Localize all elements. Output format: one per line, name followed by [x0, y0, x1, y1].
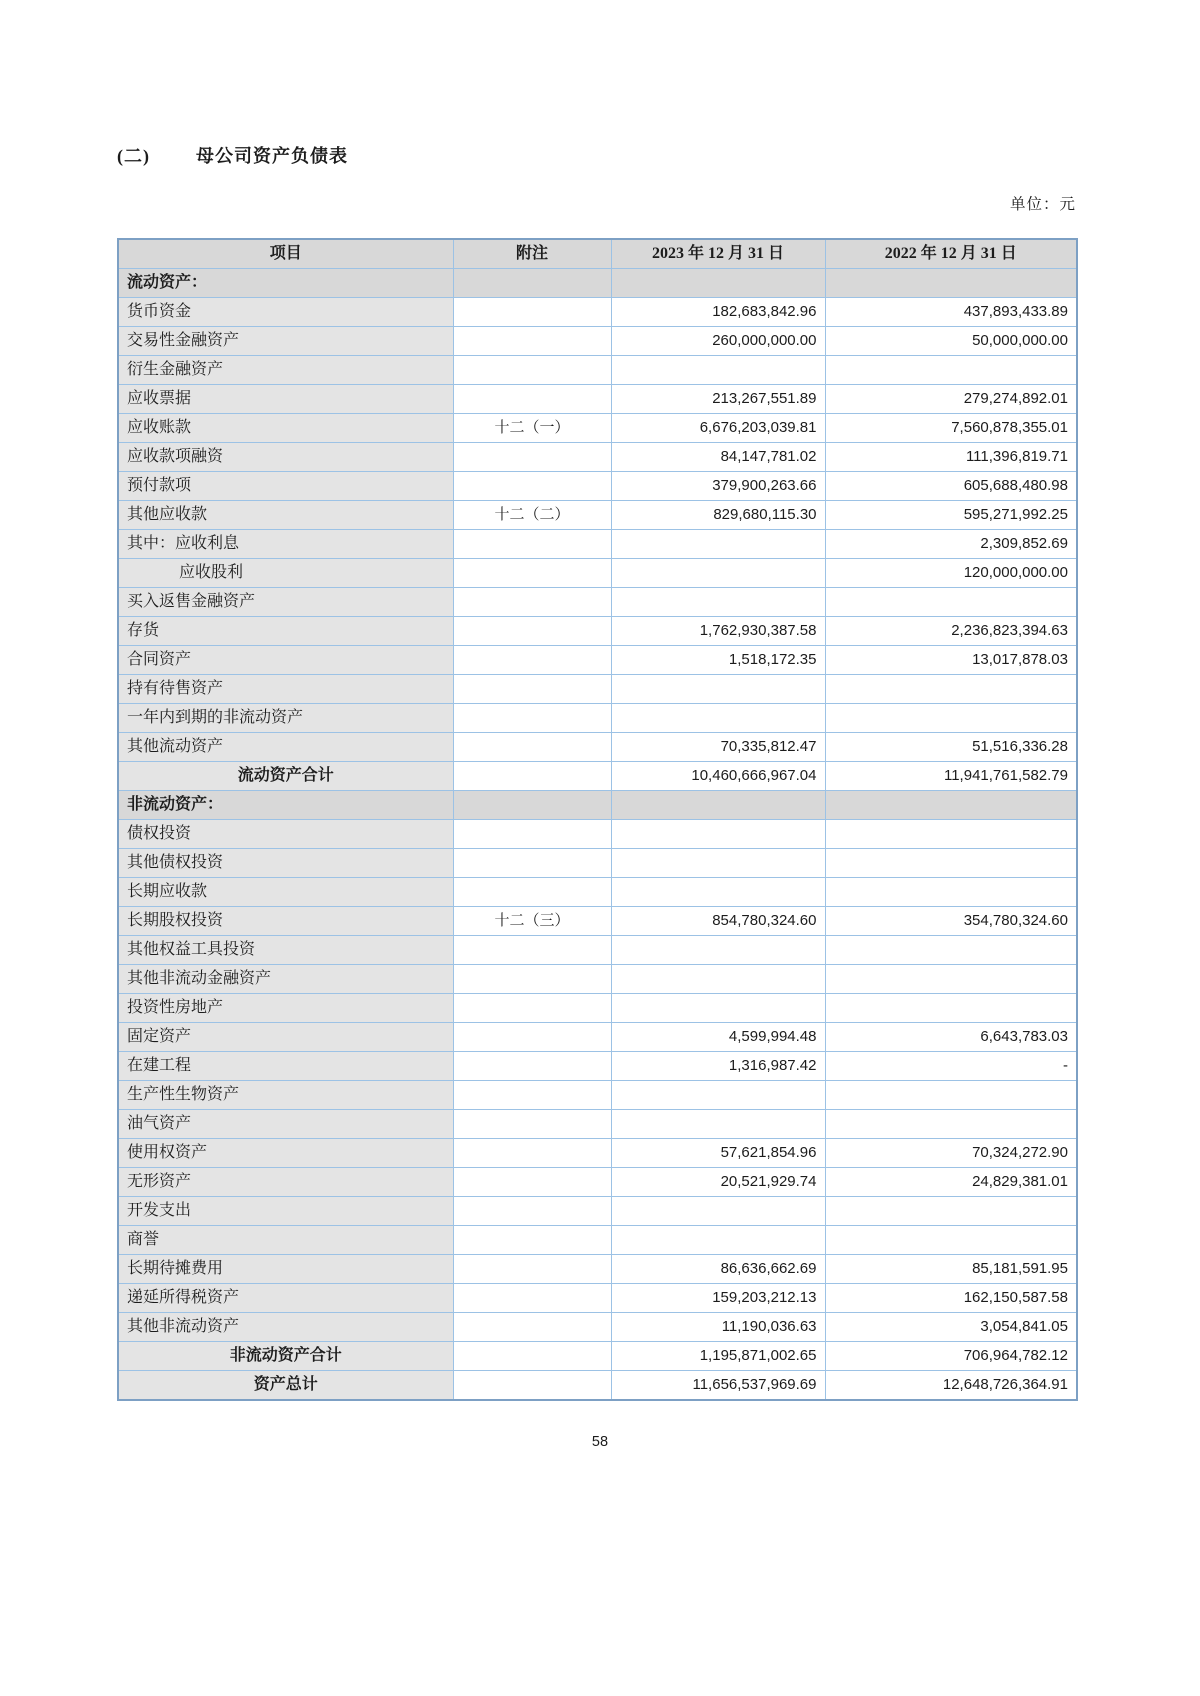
row-value-2022	[825, 820, 1077, 849]
table-row	[118, 733, 1077, 762]
row-item-label: 无形资产	[118, 1168, 453, 1197]
row-note	[453, 733, 611, 762]
row-item-label: 流动资产：	[118, 269, 453, 298]
row-value-2023: 213,267,551.89	[611, 385, 825, 414]
header-2022: 2022 年 12 月 31 日	[825, 239, 1077, 269]
row-item-label: 买入返售金融资产	[118, 588, 453, 617]
row-value-2023: 854,780,324.60	[611, 907, 825, 936]
row-item-label: 在建工程	[118, 1052, 453, 1081]
row-value-2022	[825, 588, 1077, 617]
row-value-2023: 182,683,842.96	[611, 298, 825, 327]
row-value-2022	[825, 1226, 1077, 1255]
row-note	[453, 443, 611, 472]
header-item: 项目	[118, 239, 453, 269]
table-row	[118, 878, 1077, 907]
row-item-label: 其他债权投资	[118, 849, 453, 878]
row-item-label: 使用权资产	[118, 1139, 453, 1168]
row-item-label: 生产性生物资产	[118, 1081, 453, 1110]
table-row	[118, 559, 1077, 588]
row-item-label: 递延所得税资产	[118, 1284, 453, 1313]
row-value-2022: 279,274,892.01	[825, 385, 1077, 414]
row-item-label: 长期股权投资	[118, 907, 453, 936]
row-value-2022: 3,054,841.05	[825, 1313, 1077, 1342]
row-value-2023	[611, 269, 825, 298]
table-row	[118, 965, 1077, 994]
row-note	[453, 1023, 611, 1052]
row-value-2022: 120,000,000.00	[825, 559, 1077, 588]
total-row	[118, 1342, 1077, 1371]
row-item-label: 持有待售资产	[118, 675, 453, 704]
row-item-label: 流动资产合计	[118, 762, 453, 791]
row-value-2022: 51,516,336.28	[825, 733, 1077, 762]
table-row	[118, 1052, 1077, 1081]
header-note: 附注	[453, 239, 611, 269]
row-value-2023	[611, 791, 825, 820]
table-row	[118, 849, 1077, 878]
header-2023: 2023 年 12 月 31 日	[611, 239, 825, 269]
row-value-2023	[611, 704, 825, 733]
row-value-2022: 11,941,761,582.79	[825, 762, 1077, 791]
row-item-label: 长期应收款	[118, 878, 453, 907]
row-note	[453, 1284, 611, 1313]
table-row	[118, 994, 1077, 1023]
row-note	[453, 1255, 611, 1284]
row-value-2023	[611, 1110, 825, 1139]
row-item-label: 其他非流动金融资产	[118, 965, 453, 994]
table-row	[118, 385, 1077, 414]
row-item-label: 其他非流动资产	[118, 1313, 453, 1342]
row-value-2022	[825, 849, 1077, 878]
row-item-label: 非流动资产合计	[118, 1342, 453, 1371]
row-value-2023	[611, 1226, 825, 1255]
table-header-row	[118, 239, 1077, 269]
unit-label: 单位：元	[1009, 196, 1076, 213]
row-value-2022: 2,309,852.69	[825, 530, 1077, 559]
row-value-2022	[825, 704, 1077, 733]
row-value-2022: 437,893,433.89	[825, 298, 1077, 327]
row-note	[453, 617, 611, 646]
page-title: 母公司资产负债表	[196, 146, 348, 166]
row-value-2023: 84,147,781.02	[611, 443, 825, 472]
row-value-2023	[611, 588, 825, 617]
row-value-2022: 70,324,272.90	[825, 1139, 1077, 1168]
row-value-2022	[825, 791, 1077, 820]
table-row	[118, 936, 1077, 965]
total-row	[118, 762, 1077, 791]
row-note	[453, 1226, 611, 1255]
row-value-2022	[825, 1081, 1077, 1110]
row-item-label: 商誉	[118, 1226, 453, 1255]
row-value-2022: 7,560,878,355.01	[825, 414, 1077, 443]
row-value-2022: 354,780,324.60	[825, 907, 1077, 936]
table-row	[118, 1081, 1077, 1110]
row-item-label: 交易性金融资产	[118, 327, 453, 356]
row-item-label: 开发支出	[118, 1197, 453, 1226]
row-value-2023	[611, 849, 825, 878]
table-row	[118, 414, 1077, 443]
row-value-2022: 706,964,782.12	[825, 1342, 1077, 1371]
row-value-2022	[825, 878, 1077, 907]
row-value-2022	[825, 269, 1077, 298]
section-number: (二)	[117, 146, 150, 166]
row-item-label: 债权投资	[118, 820, 453, 849]
row-value-2023	[611, 936, 825, 965]
row-value-2023	[611, 675, 825, 704]
table-row	[118, 617, 1077, 646]
row-item-label: 长期待摊费用	[118, 1255, 453, 1284]
table-row	[118, 1139, 1077, 1168]
row-note	[453, 994, 611, 1023]
row-note	[453, 1110, 611, 1139]
row-note	[453, 791, 611, 820]
row-value-2022	[825, 994, 1077, 1023]
row-value-2023: 10,460,666,967.04	[611, 762, 825, 791]
section-row	[118, 269, 1077, 298]
row-note	[453, 1313, 611, 1342]
row-item-label: 货币资金	[118, 298, 453, 327]
row-value-2022	[825, 1110, 1077, 1139]
row-item-label: 油气资产	[118, 1110, 453, 1139]
row-item-label: 非流动资产：	[118, 791, 453, 820]
row-value-2023: 829,680,115.30	[611, 501, 825, 530]
row-value-2023: 4,599,994.48	[611, 1023, 825, 1052]
row-value-2022: 605,688,480.98	[825, 472, 1077, 501]
table-row	[118, 443, 1077, 472]
row-value-2022: 12,648,726,364.91	[825, 1371, 1077, 1401]
table-row	[118, 356, 1077, 385]
balance-sheet-table	[117, 238, 1078, 1401]
row-value-2023	[611, 994, 825, 1023]
row-value-2023: 20,521,929.74	[611, 1168, 825, 1197]
row-value-2023	[611, 1197, 825, 1226]
row-value-2023	[611, 965, 825, 994]
table-row	[118, 704, 1077, 733]
row-note	[453, 1371, 611, 1401]
row-note	[453, 530, 611, 559]
row-note	[453, 588, 611, 617]
table-row	[118, 1197, 1077, 1226]
row-item-label: 衍生金融资产	[118, 356, 453, 385]
row-value-2023: 6,676,203,039.81	[611, 414, 825, 443]
table-row	[118, 1313, 1077, 1342]
row-value-2022: 595,271,992.25	[825, 501, 1077, 530]
row-item-label: 应收款项融资	[118, 443, 453, 472]
row-value-2022: -	[825, 1052, 1077, 1081]
row-note	[453, 1052, 611, 1081]
row-note	[453, 936, 611, 965]
row-item-label: 合同资产	[118, 646, 453, 675]
row-item-label: 应收账款	[118, 414, 453, 443]
row-value-2022: 13,017,878.03	[825, 646, 1077, 675]
table-row	[118, 501, 1077, 530]
row-value-2022: 50,000,000.00	[825, 327, 1077, 356]
table-row	[118, 472, 1077, 501]
row-value-2023	[611, 559, 825, 588]
row-item-label: 投资性房地产	[118, 994, 453, 1023]
table-row	[118, 327, 1077, 356]
row-note	[453, 269, 611, 298]
row-note	[453, 1139, 611, 1168]
row-note	[453, 820, 611, 849]
section-row	[118, 791, 1077, 820]
row-value-2023: 1,762,930,387.58	[611, 617, 825, 646]
row-value-2023: 1,316,987.42	[611, 1052, 825, 1081]
row-value-2022: 24,829,381.01	[825, 1168, 1077, 1197]
table-row	[118, 1226, 1077, 1255]
row-value-2022	[825, 356, 1077, 385]
row-item-label: 固定资产	[118, 1023, 453, 1052]
row-item-label: 预付款项	[118, 472, 453, 501]
row-value-2023: 86,636,662.69	[611, 1255, 825, 1284]
row-note	[453, 1081, 611, 1110]
row-value-2023: 1,195,871,002.65	[611, 1342, 825, 1371]
total-row	[118, 1371, 1077, 1401]
table-row	[118, 1023, 1077, 1052]
row-value-2022	[825, 1197, 1077, 1226]
table-row	[118, 1110, 1077, 1139]
table-row	[118, 907, 1077, 936]
row-value-2023	[611, 820, 825, 849]
row-note: 十二（三）	[453, 907, 611, 936]
row-value-2022: 85,181,591.95	[825, 1255, 1077, 1284]
row-note	[453, 1168, 611, 1197]
row-item-label: 应收票据	[118, 385, 453, 414]
row-note	[453, 704, 611, 733]
row-value-2022: 162,150,587.58	[825, 1284, 1077, 1313]
row-note	[453, 472, 611, 501]
table-row	[118, 530, 1077, 559]
table-row	[118, 1255, 1077, 1284]
table-row	[118, 588, 1077, 617]
row-note: 十二（一）	[453, 414, 611, 443]
row-note	[453, 1342, 611, 1371]
row-note	[453, 849, 611, 878]
row-value-2022: 111,396,819.71	[825, 443, 1077, 472]
row-value-2023	[611, 1081, 825, 1110]
row-note	[453, 385, 611, 414]
table-row	[118, 675, 1077, 704]
row-value-2023: 159,203,212.13	[611, 1284, 825, 1313]
table-row	[118, 1168, 1077, 1197]
row-value-2023: 379,900,263.66	[611, 472, 825, 501]
row-item-label: 一年内到期的非流动资产	[118, 704, 453, 733]
row-note: 十二（二）	[453, 501, 611, 530]
row-note	[453, 1197, 611, 1226]
table-row	[118, 646, 1077, 675]
row-value-2023	[611, 878, 825, 907]
row-note	[453, 878, 611, 907]
row-item-label: 资产总计	[118, 1371, 453, 1401]
section-heading	[117, 142, 348, 168]
row-note	[453, 356, 611, 385]
table-row	[118, 298, 1077, 327]
row-note	[453, 762, 611, 791]
row-value-2023: 11,190,036.63	[611, 1313, 825, 1342]
row-value-2022	[825, 936, 1077, 965]
row-note	[453, 965, 611, 994]
row-value-2022: 6,643,783.03	[825, 1023, 1077, 1052]
row-note	[453, 559, 611, 588]
row-value-2022	[825, 965, 1077, 994]
row-value-2023	[611, 356, 825, 385]
row-value-2023: 70,335,812.47	[611, 733, 825, 762]
row-value-2022	[825, 675, 1077, 704]
row-value-2023: 57,621,854.96	[611, 1139, 825, 1168]
row-value-2022: 2,236,823,394.63	[825, 617, 1077, 646]
table-row	[118, 820, 1077, 849]
row-note	[453, 298, 611, 327]
row-item-label: 存货	[118, 617, 453, 646]
row-item-label: 其他应收款	[118, 501, 453, 530]
row-item-label: 其他权益工具投资	[118, 936, 453, 965]
row-item-label: 其他流动资产	[118, 733, 453, 762]
row-value-2023	[611, 530, 825, 559]
row-value-2023: 260,000,000.00	[611, 327, 825, 356]
row-note	[453, 327, 611, 356]
table-row	[118, 1284, 1077, 1313]
row-item-label: 其中：应收利息	[118, 530, 453, 559]
page-number: 58	[591, 1434, 609, 1450]
row-note	[453, 675, 611, 704]
row-value-2023: 1,518,172.35	[611, 646, 825, 675]
row-item-label: 应收股利	[118, 559, 453, 588]
row-note	[453, 646, 611, 675]
row-value-2023: 11,656,537,969.69	[611, 1371, 825, 1401]
